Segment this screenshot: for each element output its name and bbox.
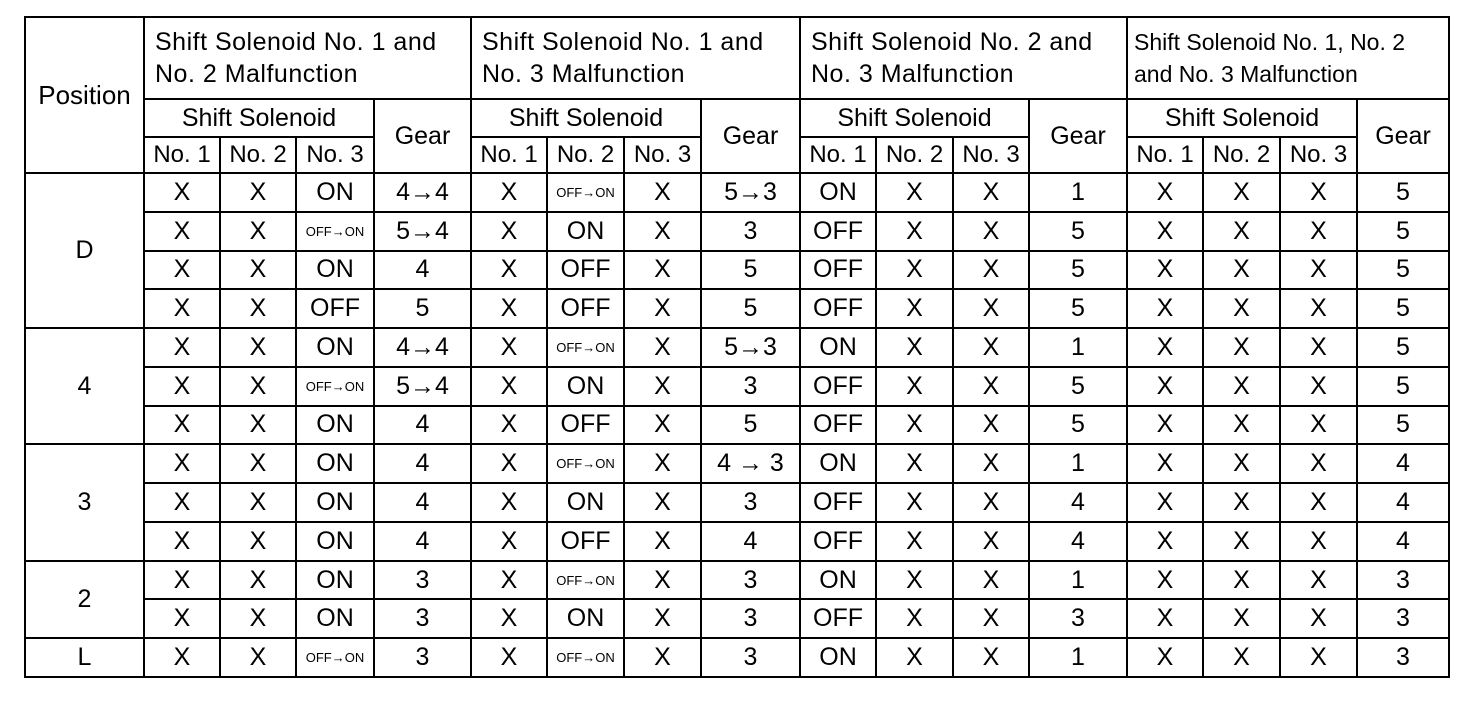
solenoid-state-cell: X — [144, 367, 220, 406]
gear-cell: 4 — [374, 483, 471, 522]
gear-header: Gear — [374, 99, 471, 173]
solenoid-state-cell: X — [144, 173, 220, 212]
solenoid-state-cell: OFF — [800, 406, 876, 445]
gear-cell: 1 — [1029, 444, 1127, 483]
shift-solenoid-header: Shift Solenoid — [471, 99, 701, 137]
solenoid-state-cell: X — [1203, 522, 1280, 561]
solenoid-state-cell: X — [1127, 251, 1203, 290]
solenoid-state-cell: X — [624, 328, 701, 367]
solenoid-state-cell: X — [220, 599, 296, 638]
solenoid-state-cell: ON — [547, 212, 624, 251]
solenoid-state-cell: X — [471, 599, 547, 638]
solenoid-state-cell: OFF — [547, 522, 624, 561]
solenoid-state-cell: X — [471, 212, 547, 251]
solenoid-state-cell: ON — [547, 483, 624, 522]
position-cell: D — [25, 173, 144, 328]
gear-cell: 5 — [1029, 406, 1127, 445]
solenoid-state-cell: X — [624, 212, 701, 251]
solenoid-state-cell: X — [1280, 367, 1357, 406]
solenoid-state-cell: ON — [800, 444, 876, 483]
gear-cell: 5→4 — [374, 367, 471, 406]
solenoid-state-cell: X — [471, 173, 547, 212]
solenoid-state-cell: X — [1127, 522, 1203, 561]
gear-cell: 5 — [701, 251, 800, 290]
solenoid-state-cell: OFF→ON — [547, 173, 624, 212]
solenoid-state-cell: OFF — [800, 522, 876, 561]
table-row — [25, 251, 1449, 290]
solenoid-state-cell: ON — [296, 522, 374, 561]
no3-header: No. 3 — [296, 137, 374, 173]
position-cell: L — [25, 638, 144, 677]
gear-cell: 1 — [1029, 328, 1127, 367]
gear-cell: 3 — [701, 561, 800, 600]
table-row — [25, 483, 1449, 522]
shift-solenoid-header: Shift Solenoid — [1127, 99, 1357, 137]
solenoid-state-cell: OFF — [800, 483, 876, 522]
table-row — [25, 561, 1449, 600]
solenoid-state-cell: ON — [296, 251, 374, 290]
gear-cell: 3 — [374, 561, 471, 600]
group-header-2-3: Shift Solenoid No. 2 and No. 3 Malfunction — [800, 17, 1127, 99]
solenoid-state-cell: X — [220, 561, 296, 600]
solenoid-state-cell: X — [1203, 406, 1280, 445]
gear-cell: 3 — [701, 483, 800, 522]
solenoid-state-cell: OFF→ON — [547, 444, 624, 483]
solenoid-state-cell: X — [624, 367, 701, 406]
group-header-1-2-3: Shift Solenoid No. 1, No. 2 and No. 3 Malfunction — [1127, 17, 1449, 99]
gear-cell: 5 — [1029, 289, 1127, 328]
solenoid-state-cell: X — [876, 251, 953, 290]
position-cell: 3 — [25, 444, 144, 560]
solenoid-state-cell: X — [953, 561, 1029, 600]
no1-header: No. 1 — [471, 137, 547, 173]
gear-cell: 5 — [1029, 367, 1127, 406]
solenoid-state-cell: X — [471, 406, 547, 445]
solenoid-state-cell: X — [876, 328, 953, 367]
solenoid-state-cell: X — [876, 483, 953, 522]
solenoid-state-cell: X — [220, 173, 296, 212]
position-header: Position — [25, 17, 144, 173]
solenoid-state-cell: X — [144, 328, 220, 367]
solenoid-state-cell: X — [1127, 638, 1203, 677]
solenoid-state-cell: X — [624, 522, 701, 561]
solenoid-state-cell: OFF — [547, 406, 624, 445]
solenoid-state-cell: ON — [296, 328, 374, 367]
solenoid-state-cell: OFF→ON — [547, 638, 624, 677]
solenoid-state-cell: X — [1127, 173, 1203, 212]
solenoid-state-cell: X — [144, 406, 220, 445]
solenoid-state-cell: X — [876, 212, 953, 251]
solenoid-state-cell: X — [1203, 483, 1280, 522]
solenoid-state-cell: X — [471, 483, 547, 522]
no2-header: No. 2 — [1203, 137, 1280, 173]
gear-cell: 3 — [701, 212, 800, 251]
gear-cell: 5→3 — [701, 328, 800, 367]
no2-header: No. 2 — [547, 137, 624, 173]
gear-header: Gear — [701, 99, 800, 173]
group-header-1-2: Shift Solenoid No. 1 and No. 2 Malfunction — [144, 17, 471, 99]
solenoid-state-cell: X — [220, 367, 296, 406]
shift-solenoid-header: Shift Solenoid — [800, 99, 1029, 137]
gear-cell: 3 — [374, 638, 471, 677]
gear-cell: 3 — [1357, 599, 1449, 638]
solenoid-state-cell: OFF — [547, 251, 624, 290]
solenoid-state-cell: X — [953, 173, 1029, 212]
solenoid-state-cell: X — [220, 406, 296, 445]
solenoid-state-cell: X — [624, 289, 701, 328]
no1-header: No. 1 — [1127, 137, 1203, 173]
solenoid-state-cell: X — [1127, 406, 1203, 445]
solenoid-state-cell: X — [1280, 212, 1357, 251]
no2-header: No. 2 — [220, 137, 296, 173]
gear-cell: 4 — [701, 522, 800, 561]
solenoid-state-cell: X — [220, 289, 296, 328]
table-row — [25, 444, 1449, 483]
solenoid-state-cell: X — [1203, 367, 1280, 406]
gear-cell: 5 — [701, 406, 800, 445]
solenoid-state-cell: OFF — [800, 251, 876, 290]
solenoid-state-cell: X — [220, 251, 296, 290]
solenoid-state-cell: X — [1280, 406, 1357, 445]
gear-cell: 5 — [1029, 212, 1127, 251]
gear-cell: 1 — [1029, 173, 1127, 212]
solenoid-state-cell: OFF→ON — [547, 561, 624, 600]
solenoid-state-cell: OFF→ON — [296, 212, 374, 251]
gear-cell: 4 — [374, 522, 471, 561]
solenoid-state-cell: X — [1203, 599, 1280, 638]
no1-header: No. 1 — [144, 137, 220, 173]
solenoid-state-cell: X — [876, 522, 953, 561]
solenoid-state-cell: ON — [547, 599, 624, 638]
solenoid-state-cell: X — [876, 599, 953, 638]
solenoid-state-cell: X — [471, 444, 547, 483]
gear-cell: 5→3 — [701, 173, 800, 212]
gear-cell: 4 — [1357, 444, 1449, 483]
solenoid-state-cell: X — [144, 289, 220, 328]
solenoid-state-cell: X — [1280, 444, 1357, 483]
solenoid-state-cell: X — [144, 444, 220, 483]
solenoid-state-cell: X — [953, 483, 1029, 522]
solenoid-state-cell: X — [953, 599, 1029, 638]
no3-header: No. 3 — [1280, 137, 1357, 173]
gear-cell: 5 — [1357, 212, 1449, 251]
solenoid-state-cell: X — [144, 561, 220, 600]
solenoid-state-cell: X — [1127, 289, 1203, 328]
group-header-1-3: Shift Solenoid No. 1 and No. 3 Malfunction — [471, 17, 800, 99]
gear-cell: 4 — [374, 406, 471, 445]
no3-header: No. 3 — [953, 137, 1029, 173]
solenoid-state-cell: ON — [296, 561, 374, 600]
solenoid-state-cell: X — [953, 638, 1029, 677]
solenoid-state-cell: X — [953, 406, 1029, 445]
gear-cell: 5 — [701, 289, 800, 328]
solenoid-state-cell: X — [1127, 328, 1203, 367]
solenoid-state-cell: OFF — [800, 289, 876, 328]
gear-cell: 4 — [1029, 522, 1127, 561]
solenoid-state-cell: X — [1203, 328, 1280, 367]
solenoid-state-cell: X — [144, 251, 220, 290]
gear-cell: 1 — [1029, 638, 1127, 677]
solenoid-state-cell: X — [471, 251, 547, 290]
solenoid-state-cell: OFF→ON — [547, 328, 624, 367]
solenoid-state-cell: X — [876, 173, 953, 212]
gear-cell: 3 — [701, 638, 800, 677]
solenoid-state-cell: ON — [296, 483, 374, 522]
solenoid-state-cell: X — [1203, 638, 1280, 677]
gear-cell: 5 — [1357, 406, 1449, 445]
gear-cell: 5 — [1029, 251, 1127, 290]
solenoid-state-cell: X — [1127, 212, 1203, 251]
solenoid-state-cell: X — [471, 638, 547, 677]
solenoid-state-cell: X — [220, 638, 296, 677]
solenoid-state-cell: OFF — [800, 599, 876, 638]
solenoid-state-cell: X — [876, 406, 953, 445]
solenoid-state-cell: X — [1203, 444, 1280, 483]
solenoid-state-cell: ON — [800, 561, 876, 600]
solenoid-state-cell: X — [1203, 212, 1280, 251]
gear-cell: 4 — [1029, 483, 1127, 522]
solenoid-state-cell: OFF — [800, 367, 876, 406]
gear-cell: 3 — [701, 367, 800, 406]
gear-cell: 4→4 — [374, 173, 471, 212]
solenoid-state-cell: X — [471, 522, 547, 561]
no3-header: No. 3 — [624, 137, 701, 173]
solenoid-state-cell: OFF — [296, 289, 374, 328]
solenoid-state-cell: X — [220, 212, 296, 251]
gear-cell: 4 — [374, 444, 471, 483]
solenoid-state-cell: X — [471, 561, 547, 600]
table-row — [25, 328, 1449, 367]
solenoid-state-cell: X — [220, 328, 296, 367]
solenoid-state-cell: X — [1280, 561, 1357, 600]
gear-cell: 5 — [1357, 251, 1449, 290]
solenoid-state-cell: X — [144, 483, 220, 522]
solenoid-state-cell: X — [144, 599, 220, 638]
solenoid-state-cell: X — [1280, 251, 1357, 290]
gear-cell: 4 — [1357, 522, 1449, 561]
solenoid-state-cell: X — [1280, 328, 1357, 367]
solenoid-state-cell: X — [1280, 483, 1357, 522]
solenoid-state-cell: X — [1203, 173, 1280, 212]
solenoid-state-cell: X — [220, 444, 296, 483]
solenoid-state-cell: X — [876, 638, 953, 677]
table-body — [25, 173, 1449, 677]
solenoid-state-cell: X — [876, 561, 953, 600]
solenoid-state-cell: X — [1280, 522, 1357, 561]
solenoid-state-cell: OFF — [547, 289, 624, 328]
solenoid-state-cell: X — [953, 444, 1029, 483]
solenoid-state-cell: X — [1203, 251, 1280, 290]
gear-cell: 5 — [1357, 173, 1449, 212]
solenoid-state-cell: ON — [296, 406, 374, 445]
gear-cell: 5 — [1357, 367, 1449, 406]
solenoid-state-cell: X — [1280, 638, 1357, 677]
table-row — [25, 599, 1449, 638]
position-cell: 2 — [25, 561, 144, 639]
gear-cell: 5 — [374, 289, 471, 328]
solenoid-state-cell: X — [624, 173, 701, 212]
gear-cell: 1 — [1029, 561, 1127, 600]
table-row — [25, 289, 1449, 328]
gear-cell: 5→4 — [374, 212, 471, 251]
solenoid-state-cell: X — [624, 561, 701, 600]
solenoid-state-cell: X — [220, 522, 296, 561]
gear-cell: 3 — [701, 599, 800, 638]
solenoid-state-cell: ON — [296, 173, 374, 212]
solenoid-state-cell: X — [876, 444, 953, 483]
solenoid-state-cell: X — [953, 328, 1029, 367]
table-row — [25, 212, 1449, 251]
solenoid-state-cell: X — [624, 444, 701, 483]
gear-cell: 4 — [1357, 483, 1449, 522]
solenoid-state-cell: X — [624, 638, 701, 677]
solenoid-state-cell: X — [876, 367, 953, 406]
solenoid-malfunction-table — [24, 16, 1450, 678]
solenoid-state-cell: ON — [296, 444, 374, 483]
gear-cell: 4 — [374, 251, 471, 290]
solenoid-state-cell: X — [624, 483, 701, 522]
solenoid-state-cell: X — [1280, 173, 1357, 212]
solenoid-state-cell: ON — [296, 599, 374, 638]
solenoid-state-cell: X — [144, 522, 220, 561]
solenoid-state-cell: X — [144, 638, 220, 677]
solenoid-state-cell: X — [1203, 289, 1280, 328]
table-row — [25, 406, 1449, 445]
solenoid-state-cell: X — [953, 289, 1029, 328]
gear-cell: 4 → 3 — [701, 444, 800, 483]
gear-cell: 3 — [1029, 599, 1127, 638]
solenoid-state-cell: X — [1203, 561, 1280, 600]
solenoid-state-cell: ON — [800, 328, 876, 367]
table-row — [25, 173, 1449, 212]
table-row — [25, 638, 1449, 677]
gear-header: Gear — [1357, 99, 1449, 173]
no1-header: No. 1 — [800, 137, 876, 173]
gear-header: Gear — [1029, 99, 1127, 173]
solenoid-state-cell: X — [624, 406, 701, 445]
position-cell: 4 — [25, 328, 144, 444]
solenoid-state-cell: OFF→ON — [296, 367, 374, 406]
solenoid-state-cell: X — [220, 483, 296, 522]
solenoid-state-cell: X — [471, 367, 547, 406]
gear-cell: 3 — [1357, 561, 1449, 600]
gear-cell: 3 — [374, 599, 471, 638]
shift-solenoid-header: Shift Solenoid — [144, 99, 374, 137]
solenoid-state-cell: X — [1127, 483, 1203, 522]
solenoid-state-cell: X — [1127, 599, 1203, 638]
solenoid-state-cell: ON — [800, 173, 876, 212]
solenoid-state-cell: X — [953, 367, 1029, 406]
solenoid-state-cell: X — [1280, 289, 1357, 328]
solenoid-state-cell: OFF — [800, 212, 876, 251]
solenoid-state-cell: X — [1127, 444, 1203, 483]
solenoid-state-cell: X — [1127, 367, 1203, 406]
solenoid-state-cell: X — [471, 289, 547, 328]
gear-cell: 5 — [1357, 289, 1449, 328]
no2-header: No. 2 — [876, 137, 953, 173]
table-row — [25, 522, 1449, 561]
solenoid-state-cell: X — [144, 212, 220, 251]
solenoid-state-cell: X — [471, 328, 547, 367]
solenoid-state-cell: X — [953, 251, 1029, 290]
solenoid-state-cell: X — [953, 522, 1029, 561]
solenoid-state-cell: X — [1127, 561, 1203, 600]
solenoid-state-cell: ON — [800, 638, 876, 677]
table-row — [25, 367, 1449, 406]
solenoid-state-cell: X — [1280, 599, 1357, 638]
solenoid-state-cell: OFF→ON — [296, 638, 374, 677]
gear-cell: 4→4 — [374, 328, 471, 367]
solenoid-state-cell: X — [876, 289, 953, 328]
gear-cell: 3 — [1357, 638, 1449, 677]
solenoid-state-cell: ON — [547, 367, 624, 406]
solenoid-state-cell: X — [953, 212, 1029, 251]
solenoid-state-cell: X — [624, 599, 701, 638]
solenoid-state-cell: X — [624, 251, 701, 290]
gear-cell: 5 — [1357, 328, 1449, 367]
